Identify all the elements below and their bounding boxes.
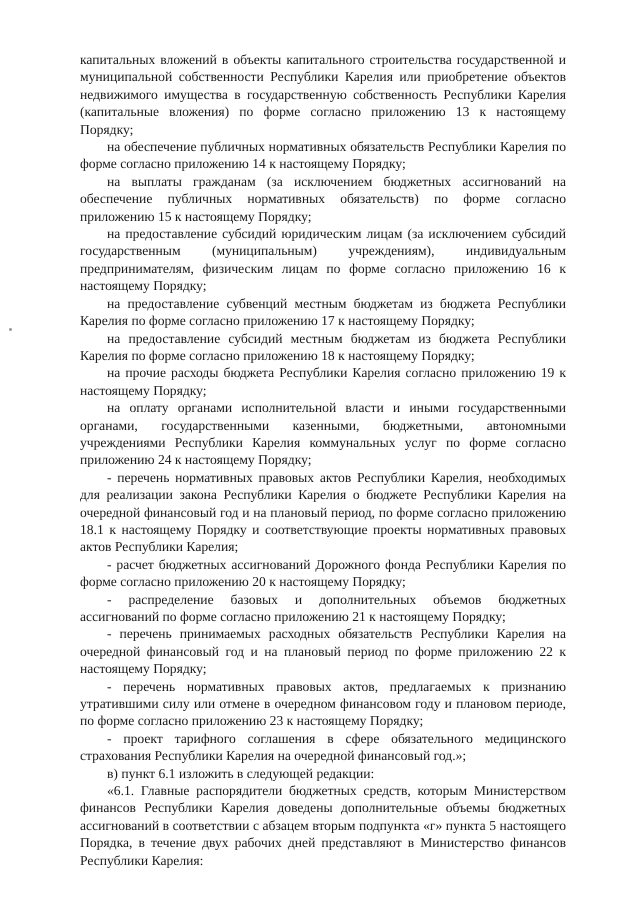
document-body <box>80 51 566 869</box>
paragraph-other-expenses: на прочие расходы бюджета Республики Карелия согласно приложению 19 к настоящему Порядку; <box>80 365 566 398</box>
paragraph-public-obligations: на обеспечение публичных нормативных обязательств Республики Карелия по форме согласно приложению 14 к настоящему Порядку; <box>80 139 566 172</box>
paragraph-legal-acts-list: - перечень нормативных правовых актов Республики Карелия, необходимых для реализации закона Республики Карелия о бюджете Республики Карелия на очередной финансовый год и на плановый период, по форме согласно приложению 18.1 к настоящему Порядку и соответствующие проекты нормативных правовых актов Республики Карелия; <box>80 469 566 555</box>
paragraph-citizen-payments: на выплаты гражданам (за исключением бюджетных ассигнований на обеспечение публичных нормативных обязательств) по форме согласно приложению 15 к настоящему Порядку; <box>80 173 566 224</box>
paragraph-road-fund: - расчет бюджетных ассигнований Дорожного фонда Республики Карелия по форме согласно приложению 20 к настоящему Порядку; <box>80 556 566 590</box>
paragraph-item-6-1-intro: в) пункт 6.1 изложить в следующей редакции: <box>107 765 375 781</box>
paragraph-legal-entity-subsidies: на предоставление субсидий юридическим лицам (за исключением субсидий государственным (муниципальным) учреждениям), индивидуальным предпринимателям, физическим лицам по форме согласно приложению 16 к настоящему Порядку; <box>80 226 566 294</box>
paragraph-base-additional-volumes: - распределение базовых и дополнительных объемов бюджетных ассигнований по форме согласно приложению 21 к настоящему Порядку; <box>80 591 566 624</box>
paragraph-item-6-1-text: «6.1. Главные распорядители бюджетных средств, которым Министерством финансов Республики Карелия доведены дополнительные объемы бюджетных ассигнований в соответствии с абзацем вторым подпункта «г» пункта 5 настоящего Порядка, в течение двух рабочих дней представляют в Министерство финансов Республики Карелия: <box>80 783 566 868</box>
paragraph-utility-payments: на оплату органами исполнительной власти и иными государственными органами, государственными казенными, бюджетными, автономными учреждениями Республики Карелия коммунальных услуг по форме согласно приложению 24 к настоящему Порядку; <box>80 400 566 468</box>
scan-artifact-dot <box>9 328 12 331</box>
paragraph-tariff-agreement: - проект тарифного соглашения в сфере обязательного медицинского страхования Республики Карелия на очередной финансовый год.»; <box>80 730 566 764</box>
paragraph-expenditure-obligations: - перечень принимаемых расходных обязательств Республики Карелия на очередной финансовый год и на плановый период по форме приложению 22 к настоящему Порядку; <box>80 626 566 677</box>
paragraph-capital-investments: капитальных вложений в объекты капитального строительства государственной и муниципальной собственности Республики Карелия или приобретение объектов недвижимого имущества в государственную собственность Республики Карелия (капитальные вложения) по форме согласно приложению 13 к настоящему Порядку; <box>80 52 566 137</box>
paragraph-repealed-acts: - перечень нормативных правовых актов, предлагаемых к признанию утратившими силу или отмене в очередном финансовом году и плановом периоде, по форме согласно приложению 23 к настоящему Порядку; <box>80 678 566 729</box>
paragraph-subventions: на предоставление субвенций местным бюджетам из бюджета Республики Карелия по форме согласно приложению 17 к настоящему Порядку; <box>80 295 566 329</box>
paragraph-local-subsidies: на предоставление субсидий местным бюджетам из бюджета Республики Карелия по форме согласно приложению 18 к настоящему Порядку; <box>80 330 566 363</box>
